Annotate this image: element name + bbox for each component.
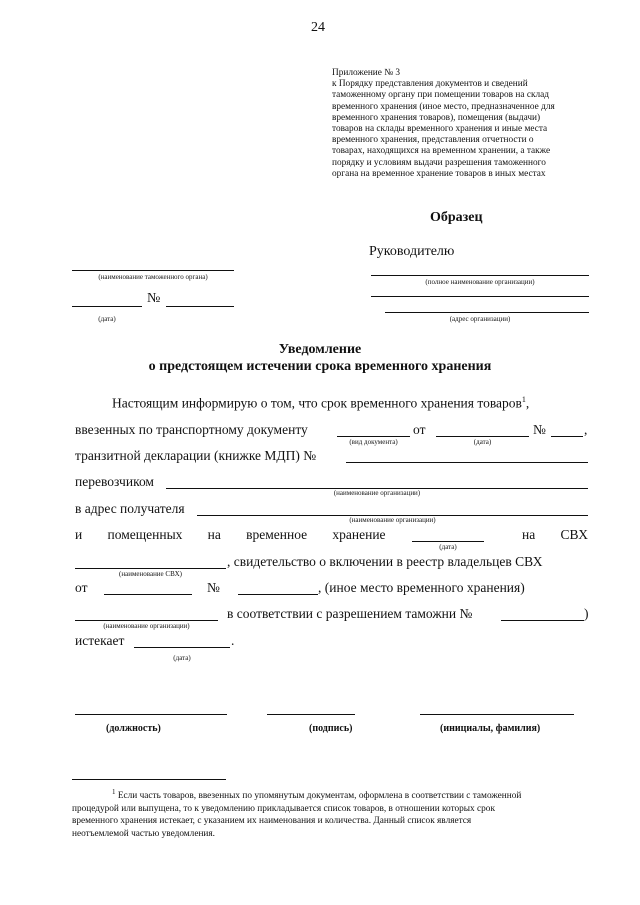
date-caption: (дата) xyxy=(98,315,116,323)
certificate-date-line xyxy=(104,594,192,595)
annex-line: временного хранения (иное место, предназначенное для xyxy=(332,101,555,112)
body-line-2-comma: , xyxy=(584,422,588,437)
body-line-8-from: от xyxy=(75,580,88,595)
transport-date-line xyxy=(436,436,529,437)
body-word: хранение xyxy=(332,527,386,542)
footnote-ref: 1 xyxy=(521,395,526,404)
customs-body-caption: (наименование таможенного органа) xyxy=(98,273,208,281)
sample-label: Образец xyxy=(430,210,483,225)
annex-block xyxy=(332,68,590,180)
position-line xyxy=(75,714,227,715)
position-caption: (должность) xyxy=(106,723,161,734)
body-line-3-text: транзитной декларации (книжке МДП) № xyxy=(75,448,317,463)
document-subtitle: о предстоящем истечении срока временного хранения xyxy=(148,359,492,374)
annex-line: временного хранения, представления отчетности о xyxy=(332,135,534,146)
body-line-2-from: от xyxy=(413,422,426,437)
initials-caption: (инициалы, фамилия) xyxy=(440,723,541,734)
body-line-2-text: ввезенных по транспортному документу xyxy=(75,422,308,437)
body-line-10-end: . xyxy=(231,633,235,648)
date-line xyxy=(72,306,142,307)
transit-declaration-line xyxy=(346,462,588,463)
body-line-9-text: в соответствии с разрешением таможни № xyxy=(227,606,473,621)
carrier-caption: (наименование организации) xyxy=(333,489,421,497)
number-line xyxy=(166,306,234,307)
org-address-line-2 xyxy=(385,312,589,313)
footnote-line: неотъемлемой частью уведомления. xyxy=(72,828,215,839)
annex-line: товарах, находящихся на временном хранении, а также xyxy=(332,146,551,157)
initials-line xyxy=(420,714,574,715)
footnote-separator xyxy=(72,779,226,780)
footnote-mark: 1 xyxy=(112,788,116,796)
body-line-5-text: в адрес получателя xyxy=(75,501,185,516)
recipient-caption: (наименование организации) xyxy=(349,516,436,524)
page-number: 24 xyxy=(311,20,325,35)
body-word: СВХ xyxy=(560,527,588,542)
body-word: помещенных xyxy=(107,527,183,542)
body-text: , xyxy=(525,395,530,411)
other-place-caption: (наименование организации) xyxy=(103,622,190,630)
annex-line: органа на временное хранение товаров в иных местах xyxy=(332,168,546,179)
number-sign: № xyxy=(147,291,161,306)
body-line-7-text: , свидетельство о включении в реестр владельцев СВХ xyxy=(227,554,543,569)
svh-name-line xyxy=(75,568,226,569)
body-line-10-text: истекает xyxy=(75,633,125,648)
expiry-date-caption: (дата) xyxy=(173,654,191,662)
body-line-1 xyxy=(112,395,529,412)
storage-date-line xyxy=(412,541,484,542)
annex-title: Приложение № 3 xyxy=(332,68,401,78)
storage-date-caption: (дата) xyxy=(439,543,457,551)
other-place-line xyxy=(75,620,218,621)
annex-line: таможенному органу при помещении товаров на склад xyxy=(332,90,549,101)
footnote-line xyxy=(72,786,588,803)
doc-type-line xyxy=(337,436,410,437)
footnote xyxy=(72,786,588,840)
signature-caption: (подпись) xyxy=(309,723,353,734)
footnote-line: временного хранения истекает, с указанием их наименования и количества. Данный список является xyxy=(72,816,472,827)
svh-name-caption: (наименование СВХ) xyxy=(119,570,182,578)
signature-line xyxy=(267,714,355,715)
body-line-6 xyxy=(75,527,588,543)
body-line-9-end: ) xyxy=(584,606,589,621)
expiry-date-line xyxy=(134,647,230,648)
footnote-text: Если часть товаров, ввезенных по упомянутым документам, оформлена в соответствии с таможенной xyxy=(117,791,522,802)
org-address-line xyxy=(371,296,589,297)
permit-number-line xyxy=(501,620,584,621)
doc-type-caption: (вид документа) xyxy=(349,438,398,446)
annex-line: временного хранения товаров), помещения (выдачи) xyxy=(332,112,541,123)
body-line-2-number: № xyxy=(533,422,546,437)
body-word: на xyxy=(207,527,221,542)
org-address-caption: (адрес организации) xyxy=(449,315,511,323)
annex-line: товаров на склады временного хранения и иные места xyxy=(332,124,548,135)
annex-line: к Порядку представления документов и сведений xyxy=(332,79,528,90)
transport-date-caption: (дата) xyxy=(473,438,492,446)
document-title: Уведомление xyxy=(278,342,362,357)
customs-body-line xyxy=(72,270,234,271)
footnote-line: процедурой или выпущена, то к уведомлению прикладывается список товаров, в отношении которых срок xyxy=(72,803,495,814)
org-name-caption: (полное наименование организации) xyxy=(425,278,535,286)
annex-line: порядку и условиям выдачи разрешения таможенного xyxy=(332,157,546,168)
body-line-4-text: перевозчиком xyxy=(75,474,154,489)
certificate-number-line xyxy=(238,594,318,595)
body-word: и xyxy=(75,527,83,542)
addressee: Руководителю xyxy=(369,244,455,259)
body-word: временное xyxy=(246,527,308,542)
transport-number-line xyxy=(551,436,583,437)
body-line-8-text: , (иное место временного хранения) xyxy=(318,580,525,595)
body-text: Настоящим информирую о том, что срок временного хранения товаров xyxy=(112,395,522,411)
body-word: на xyxy=(522,527,536,542)
body-line-8-number: № xyxy=(207,580,220,595)
org-name-line xyxy=(371,275,589,276)
